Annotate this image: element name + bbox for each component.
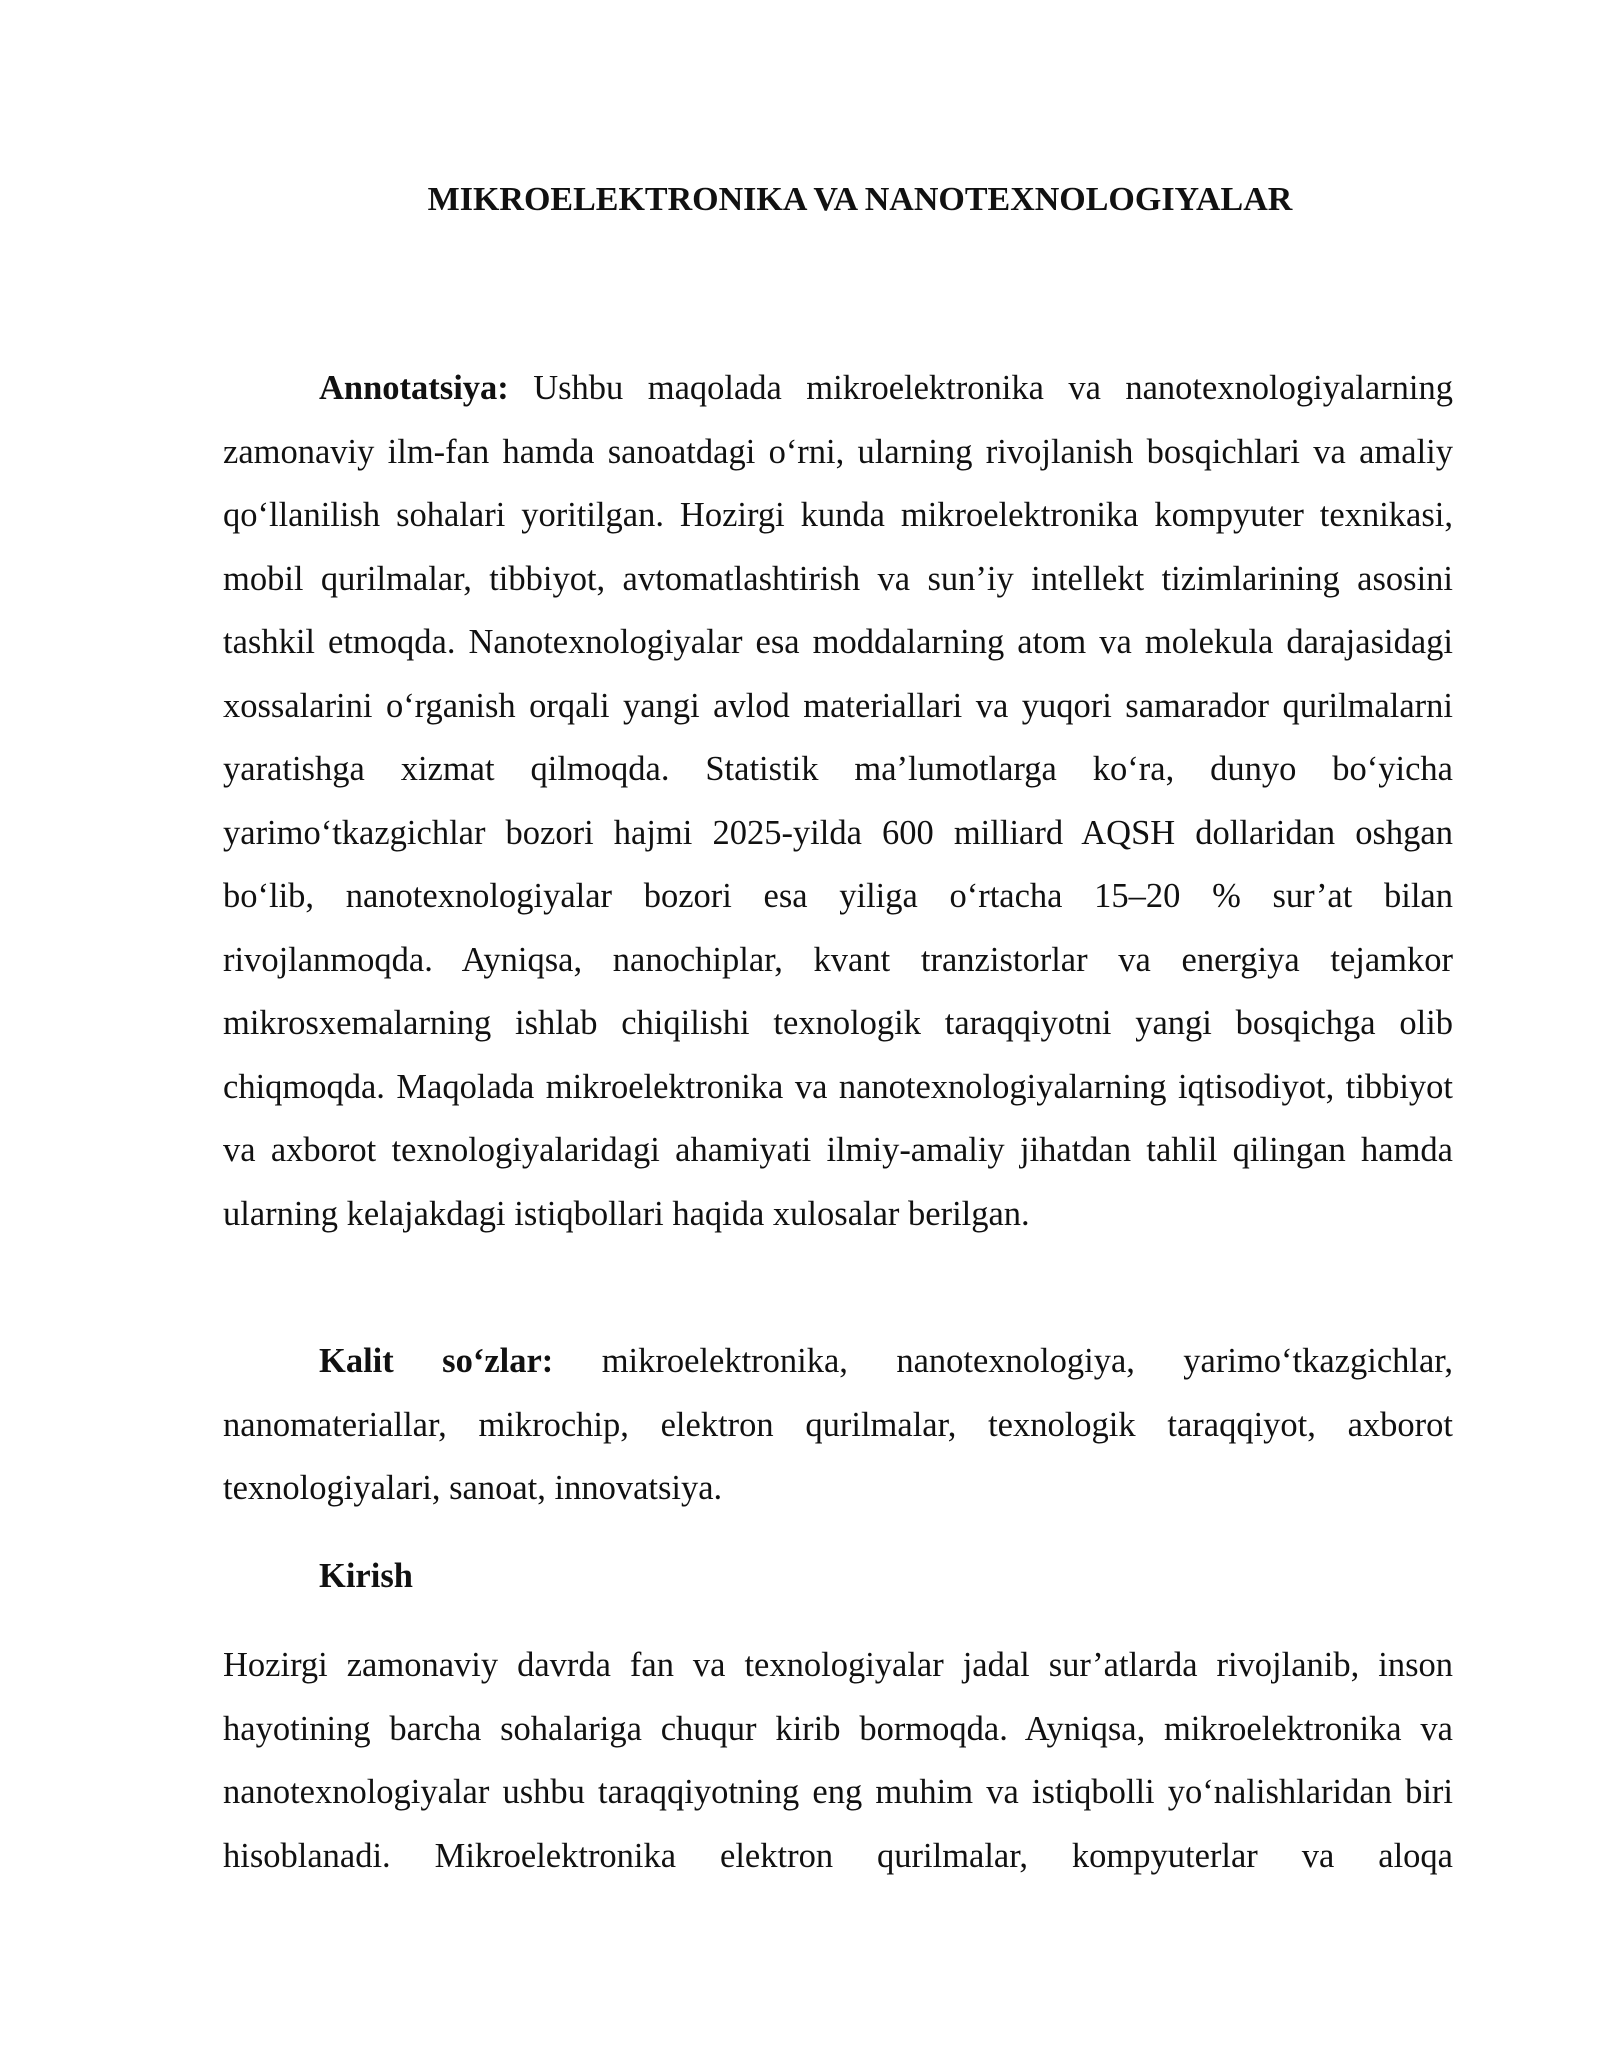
keywords-text: mikroelektronika, nanotexnologiya, yarimo‘tkazgichlar, nanomateriallar, mikrochip, elektron qurilmalar, texnologik taraqqiyot, axborot texnologiyalari, sanoat, innovatsiya. xyxy=(223,1342,1454,1507)
article-title: MIKROELEKTRONIKA VA NANOTEXNOLOGIYALAR xyxy=(427,181,1293,218)
keywords-paragraph xyxy=(223,1330,1453,1521)
introduction-heading: Kirish xyxy=(319,1557,413,1595)
keywords-label: Kalit so‘zlar: xyxy=(319,1342,554,1380)
introduction-paragraph: Hozirgi zamonaviy davrda fan va texnologiyalar jadal sur’atlarda rivojlanib, inson hayotining barcha sohalariga chuqur kirib bormoqda. Ayniqsa, mikroelektronika va nanotexnologiyalar ushbu taraqqiyotning eng muhim va istiqbolli yo‘nalishlaridan biri hisoblanadi. Mikroelektronika elektron qurilmalar, kompyuterlar va aloqa xyxy=(223,1646,1453,1875)
annotation-text: Ushbu maqolada mikroelektronika va nanotexnologiyalarning zamonaviy ilm-fan hamda sanoatdagi o‘rni, ularning rivojlanish bosqichlari va amaliy qo‘llanilish sohalari yoritilgan. Hozirgi kunda mikroelektronika kompyuter texnikasi, mobil qurilmalar, tibbiyot, avtomatlashtirish va sun’iy intellekt tizimlarining asosini tashkil etmoqda. Nanotexnologiyalar esa moddalarning atom va molekula darajasidagi xossalarini o‘rganish orqali yangi avlod materiallari va yuqori samarador qurilmalarni yaratishga xizmat qilmoqda. Statistik ma’lumotlarga ko‘ra, dunyo bo‘yicha yarimo‘tkazgichlar bozori hajmi 2025-yilda 600 milliard AQSH dollaridan oshgan bo‘lib, nanotexnologiyalar bozori esa yiliga o‘rtacha 15–20 % sur’at bilan rivojlanmoqda. Ayniqsa, nanochiplar, kvant tranzistorlar va energiya tejamkor mikrosxemalarning ishlab chiqilishi texnologik taraqqiyotni yangi bosqichga olib chiqmoqda. Maqolada mikroelektronika va nanotexnologiyalarning iqtisodiyot, tibbiyot va axborot texnologiyalaridagi ahamiyati ilmiy-amaliy jihatdan tahlil qilingan hamda ularning kelajakdagi istiqbollari haqida xulosalar berilgan. xyxy=(223,369,1453,1233)
annotation-paragraph xyxy=(223,357,1453,1246)
annotation-label: Annotatsiya: xyxy=(319,369,509,407)
